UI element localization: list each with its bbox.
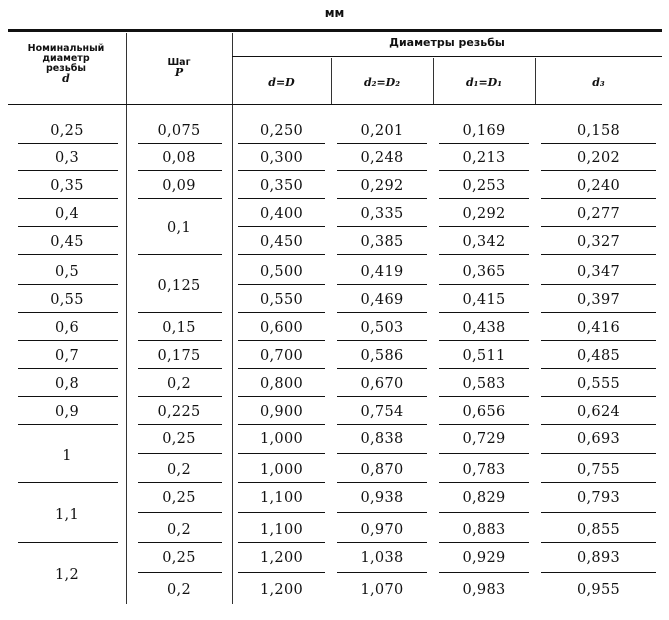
- row-rule-r2-c2: [238, 198, 325, 199]
- header-bottom-rule: [8, 104, 662, 105]
- table-cell-r14-c3: 0,970: [360, 522, 404, 538]
- row-rule-r3-c4: [439, 226, 529, 227]
- table-cell-r7-c2: 0,600: [259, 320, 303, 336]
- table-cell-r11-c0: 1: [62, 447, 72, 464]
- table-cell-r3-c3: 0,335: [360, 206, 404, 222]
- row-rule-r0-c2: [238, 143, 325, 144]
- row-rule-r14-c3: [337, 542, 427, 543]
- row-rule-r1-c5: [541, 170, 656, 171]
- table-cell-r7-c1: 0,15: [162, 320, 196, 336]
- row-rule-r11-c3: [337, 453, 427, 454]
- row-rule-r13-c4: [439, 512, 529, 513]
- row-rule-nominal-5: [18, 284, 118, 285]
- header-d-eq-D: d=D: [268, 76, 295, 89]
- table-cell-r0-c4: 0,169: [462, 123, 506, 139]
- table-cell-r0-c3: 0,201: [360, 123, 404, 139]
- table-cell-r8-c0: 0,7: [55, 348, 79, 364]
- row-rule-r14-c5: [541, 542, 656, 543]
- table-cell-r16-c1: 0,2: [167, 582, 191, 598]
- table-cell-r7-c4: 0,438: [462, 320, 506, 336]
- row-rule-r12-c2: [238, 482, 325, 483]
- table-cell-r14-c2: 1,100: [259, 522, 303, 538]
- table-cell-r5-c0: 0,5: [55, 264, 79, 280]
- table-cell-r8-c3: 0,586: [360, 348, 404, 364]
- table-cell-r7-c0: 0,6: [55, 320, 79, 336]
- table-cell-r3-c0: 0,4: [55, 206, 79, 222]
- row-rule-r10-c5: [541, 424, 656, 425]
- table-cell-r10-c3: 0,754: [360, 404, 404, 420]
- table-cell-r16-c4: 0,983: [462, 582, 506, 598]
- table-cell-r6-c4: 0,415: [462, 292, 506, 308]
- table-cell-r3-c2: 0,400: [259, 206, 303, 222]
- row-rule-r9-c3: [337, 396, 427, 397]
- row-rule-nominal-8: [18, 368, 118, 369]
- table-cell-r8-c4: 0,511: [462, 348, 506, 364]
- table-cell-r15-c2: 1,200: [259, 550, 303, 566]
- row-rule-r0-c4: [439, 143, 529, 144]
- table-cell-r5-c2: 0,500: [259, 264, 303, 280]
- table-cell-r6-c0: 0,55: [50, 292, 84, 308]
- table-cell-r14-c1: 0,2: [167, 522, 191, 538]
- row-rule-r8-c4: [439, 368, 529, 369]
- header-d3: d₃: [592, 76, 605, 89]
- table-cell-r5-c4: 0,365: [462, 264, 506, 280]
- table-cell-r10-c2: 0,900: [259, 404, 303, 420]
- table-cell-r11-c1: 0,25: [162, 431, 196, 447]
- row-rule-r14-c4: [439, 542, 529, 543]
- row-rule-r8-c5: [541, 368, 656, 369]
- table-cell-r10-c1: 0,225: [157, 404, 201, 420]
- table-cell-r13-c5: 0,793: [576, 490, 620, 506]
- table-cell-r12-c1: 0,2: [167, 462, 191, 478]
- row-rule-r2-c3: [337, 198, 427, 199]
- row-rule-r4-c3: [337, 254, 427, 255]
- row-rule-r7-c3: [337, 340, 427, 341]
- table-cell-r4-c0: 0,45: [50, 234, 84, 250]
- table-cell-r2-c4: 0,253: [462, 178, 506, 194]
- table-cell-r16-c2: 1,200: [259, 582, 303, 598]
- table-cell-r1-c3: 0,248: [360, 150, 404, 166]
- row-rule-r13-c3: [337, 512, 427, 513]
- header-nominal-diameter: [10, 44, 122, 84]
- row-rule-r6-c4: [439, 312, 529, 313]
- table-cell-r12-c5: 0,755: [576, 462, 620, 478]
- row-rule-nominal-7: [18, 340, 118, 341]
- table-cell-r12-c3: 0,870: [360, 462, 404, 478]
- table-cell-r6-c3: 0,469: [360, 292, 404, 308]
- row-rule-r9-c4: [439, 396, 529, 397]
- row-rule-r1-c4: [439, 170, 529, 171]
- col-divider-d3-header: [535, 58, 536, 104]
- col-divider-d1-header: [433, 58, 434, 104]
- row-rule-r7-c5: [541, 340, 656, 341]
- col-divider-d2-header: [331, 58, 332, 104]
- row-rule-r0-c3: [337, 143, 427, 144]
- table-cell-r9-c0: 0,8: [55, 376, 79, 392]
- table-cell-r15-c3: 1,038: [360, 550, 404, 566]
- row-rule-r2-c5: [541, 198, 656, 199]
- row-rule-r8-c2: [238, 368, 325, 369]
- row-rule-pitch-14: [138, 542, 222, 543]
- table-cell-r13-c0: 1,1: [55, 507, 79, 523]
- table-cell-r13-c3: 0,938: [360, 490, 404, 506]
- row-rule-pitch-8: [138, 368, 222, 369]
- row-rule-r5-c2: [238, 284, 325, 285]
- table-cell-r5-c1: 0,125: [157, 278, 201, 294]
- header-diameters-rule: [232, 56, 662, 57]
- row-rule-pitch-9: [138, 396, 222, 397]
- table-cell-r9-c2: 0,800: [259, 376, 303, 392]
- table-cell-r4-c3: 0,385: [360, 234, 404, 250]
- table-cell-r11-c3: 0,838: [360, 431, 404, 447]
- row-rule-r15-c2: [238, 572, 325, 573]
- row-rule-r11-c2: [238, 453, 325, 454]
- table-cell-r11-c4: 0,729: [462, 431, 506, 447]
- table-cell-r4-c4: 0,342: [462, 234, 506, 250]
- row-rule-r2-c4: [439, 198, 529, 199]
- table-cell-r11-c2: 1,000: [259, 431, 303, 447]
- row-rule-r12-c3: [337, 482, 427, 483]
- row-rule-r14-c2: [238, 542, 325, 543]
- row-rule-r1-c2: [238, 170, 325, 171]
- table-cell-r9-c5: 0,555: [576, 376, 620, 392]
- table-cell-r3-c5: 0,277: [576, 206, 620, 222]
- row-rule-r6-c5: [541, 312, 656, 313]
- table-cell-r15-c0: 1,2: [55, 567, 79, 583]
- row-rule-r15-c5: [541, 572, 656, 573]
- table-cell-r8-c1: 0,175: [157, 348, 201, 364]
- row-rule-r8-c3: [337, 368, 427, 369]
- table-cell-r1-c4: 0,213: [462, 150, 506, 166]
- table-cell-r13-c4: 0,829: [462, 490, 506, 506]
- table-cell-r9-c1: 0,2: [167, 376, 191, 392]
- row-rule-r0-c5: [541, 143, 656, 144]
- table-cell-r16-c5: 0,955: [576, 582, 620, 598]
- row-rule-r3-c5: [541, 226, 656, 227]
- table-cell-r6-c2: 0,550: [259, 292, 303, 308]
- row-rule-r15-c4: [439, 572, 529, 573]
- table-cell-r1-c0: 0,3: [55, 150, 79, 166]
- table-cell-r14-c5: 0,855: [576, 522, 620, 538]
- table-cell-r9-c4: 0,583: [462, 376, 506, 392]
- row-rule-r1-c3: [337, 170, 427, 171]
- table-cell-r15-c4: 0,929: [462, 550, 506, 566]
- table-cell-r0-c2: 0,250: [259, 123, 303, 139]
- unit-label: мм: [324, 6, 345, 20]
- table-cell-r4-c2: 0,450: [259, 234, 303, 250]
- table-cell-r9-c3: 0,670: [360, 376, 404, 392]
- table-cell-r8-c2: 0,700: [259, 348, 303, 364]
- header-diameters-title: Диаметры резьбы: [389, 36, 505, 49]
- row-rule-r10-c2: [238, 424, 325, 425]
- row-rule-r9-c2: [238, 396, 325, 397]
- row-rule-pitch-15: [138, 572, 222, 573]
- table-cell-r8-c5: 0,485: [576, 348, 620, 364]
- header-nominal-line-3: резьбы: [46, 63, 86, 74]
- table-cell-r2-c0: 0,35: [50, 178, 84, 194]
- row-rule-r11-c5: [541, 453, 656, 454]
- row-rule-r5-c3: [337, 284, 427, 285]
- header-nominal-symbol: d: [62, 72, 70, 85]
- row-rule-pitch-10: [138, 424, 222, 425]
- row-rule-pitch-2: [138, 198, 222, 199]
- table-cell-r16-c3: 1,070: [360, 582, 404, 598]
- row-rule-pitch-13: [138, 512, 222, 513]
- table-cell-r1-c5: 0,202: [576, 150, 620, 166]
- row-rule-nominal-6: [18, 312, 118, 313]
- row-rule-pitch-6: [138, 312, 222, 313]
- table-cell-r10-c4: 0,656: [462, 404, 506, 420]
- table-cell-r14-c4: 0,883: [462, 522, 506, 538]
- table-cell-r0-c0: 0,25: [50, 123, 84, 139]
- table-cell-r2-c2: 0,350: [259, 178, 303, 194]
- row-rule-r7-c2: [238, 340, 325, 341]
- table-cell-r12-c2: 1,000: [259, 462, 303, 478]
- row-rule-r5-c5: [541, 284, 656, 285]
- row-rule-nominal-14: [18, 542, 118, 543]
- row-rule-pitch-7: [138, 340, 222, 341]
- row-rule-r4-c5: [541, 254, 656, 255]
- row-rule-pitch-4: [138, 254, 222, 255]
- row-rule-pitch-11: [138, 453, 222, 454]
- table-top-rule: [8, 29, 662, 32]
- row-rule-r13-c5: [541, 512, 656, 513]
- table-cell-r13-c1: 0,25: [162, 490, 196, 506]
- table-cell-r5-c3: 0,419: [360, 264, 404, 280]
- table-cell-r6-c5: 0,397: [576, 292, 620, 308]
- header-nominal-line-1: Номинальный: [27, 43, 105, 54]
- header-d1-eq-D1: d₁=D₁: [465, 76, 503, 89]
- row-rule-pitch-1: [138, 170, 222, 171]
- table-cell-r13-c2: 1,100: [259, 490, 303, 506]
- row-rule-r9-c5: [541, 396, 656, 397]
- row-rule-r3-c2: [238, 226, 325, 227]
- table-cell-r0-c1: 0,075: [157, 123, 201, 139]
- row-rule-r12-c4: [439, 482, 529, 483]
- header-nominal-line-2: диаметр: [42, 53, 90, 64]
- table-cell-r0-c5: 0,158: [576, 123, 620, 139]
- table-cell-r15-c5: 0,893: [576, 550, 620, 566]
- table-cell-r3-c4: 0,292: [462, 206, 506, 222]
- table-cell-r5-c5: 0,347: [576, 264, 620, 280]
- table-cell-r3-c1: 0,1: [167, 220, 191, 236]
- table-cell-r7-c3: 0,503: [360, 320, 404, 336]
- table-cell-r4-c5: 0,327: [576, 234, 620, 250]
- row-rule-r7-c4: [439, 340, 529, 341]
- row-rule-pitch-12: [138, 482, 222, 483]
- row-rule-nominal-3: [18, 226, 118, 227]
- table-cell-r11-c5: 0,693: [576, 431, 620, 447]
- table-cell-r10-c5: 0,624: [576, 404, 620, 420]
- row-rule-r6-c2: [238, 312, 325, 313]
- table-cell-r12-c4: 0,783: [462, 462, 506, 478]
- table-cell-r7-c5: 0,416: [576, 320, 620, 336]
- row-rule-pitch-0: [138, 143, 222, 144]
- row-rule-nominal-0: [18, 143, 118, 144]
- row-rule-r15-c3: [337, 572, 427, 573]
- row-rule-nominal-10: [18, 424, 118, 425]
- row-rule-r4-c4: [439, 254, 529, 255]
- header-pitch-word: Шаг: [167, 57, 191, 68]
- table-cell-r10-c0: 0,9: [55, 404, 79, 420]
- row-rule-nominal-4: [18, 254, 118, 255]
- header-pitch-symbol: P: [174, 66, 184, 79]
- row-rule-nominal-9: [18, 396, 118, 397]
- row-rule-nominal-2: [18, 198, 118, 199]
- row-rule-r10-c4: [439, 424, 529, 425]
- row-rule-r4-c2: [238, 254, 325, 255]
- header-d2-eq-D2: d₂=D₂: [363, 76, 401, 89]
- row-rule-nominal-12: [18, 482, 118, 483]
- row-rule-r13-c2: [238, 512, 325, 513]
- table-cell-r2-c3: 0,292: [360, 178, 404, 194]
- row-rule-r6-c3: [337, 312, 427, 313]
- row-rule-r10-c3: [337, 424, 427, 425]
- row-rule-r5-c4: [439, 284, 529, 285]
- header-pitch: [130, 58, 228, 78]
- table-cell-r1-c1: 0,08: [162, 150, 196, 166]
- table-cell-r2-c1: 0,09: [162, 178, 196, 194]
- row-rule-r11-c4: [439, 453, 529, 454]
- table-cell-r1-c2: 0,300: [259, 150, 303, 166]
- row-rule-r12-c5: [541, 482, 656, 483]
- table-cell-r2-c5: 0,240: [576, 178, 620, 194]
- row-rule-nominal-1: [18, 170, 118, 171]
- row-rule-r3-c3: [337, 226, 427, 227]
- table-cell-r15-c1: 0,25: [162, 550, 196, 566]
